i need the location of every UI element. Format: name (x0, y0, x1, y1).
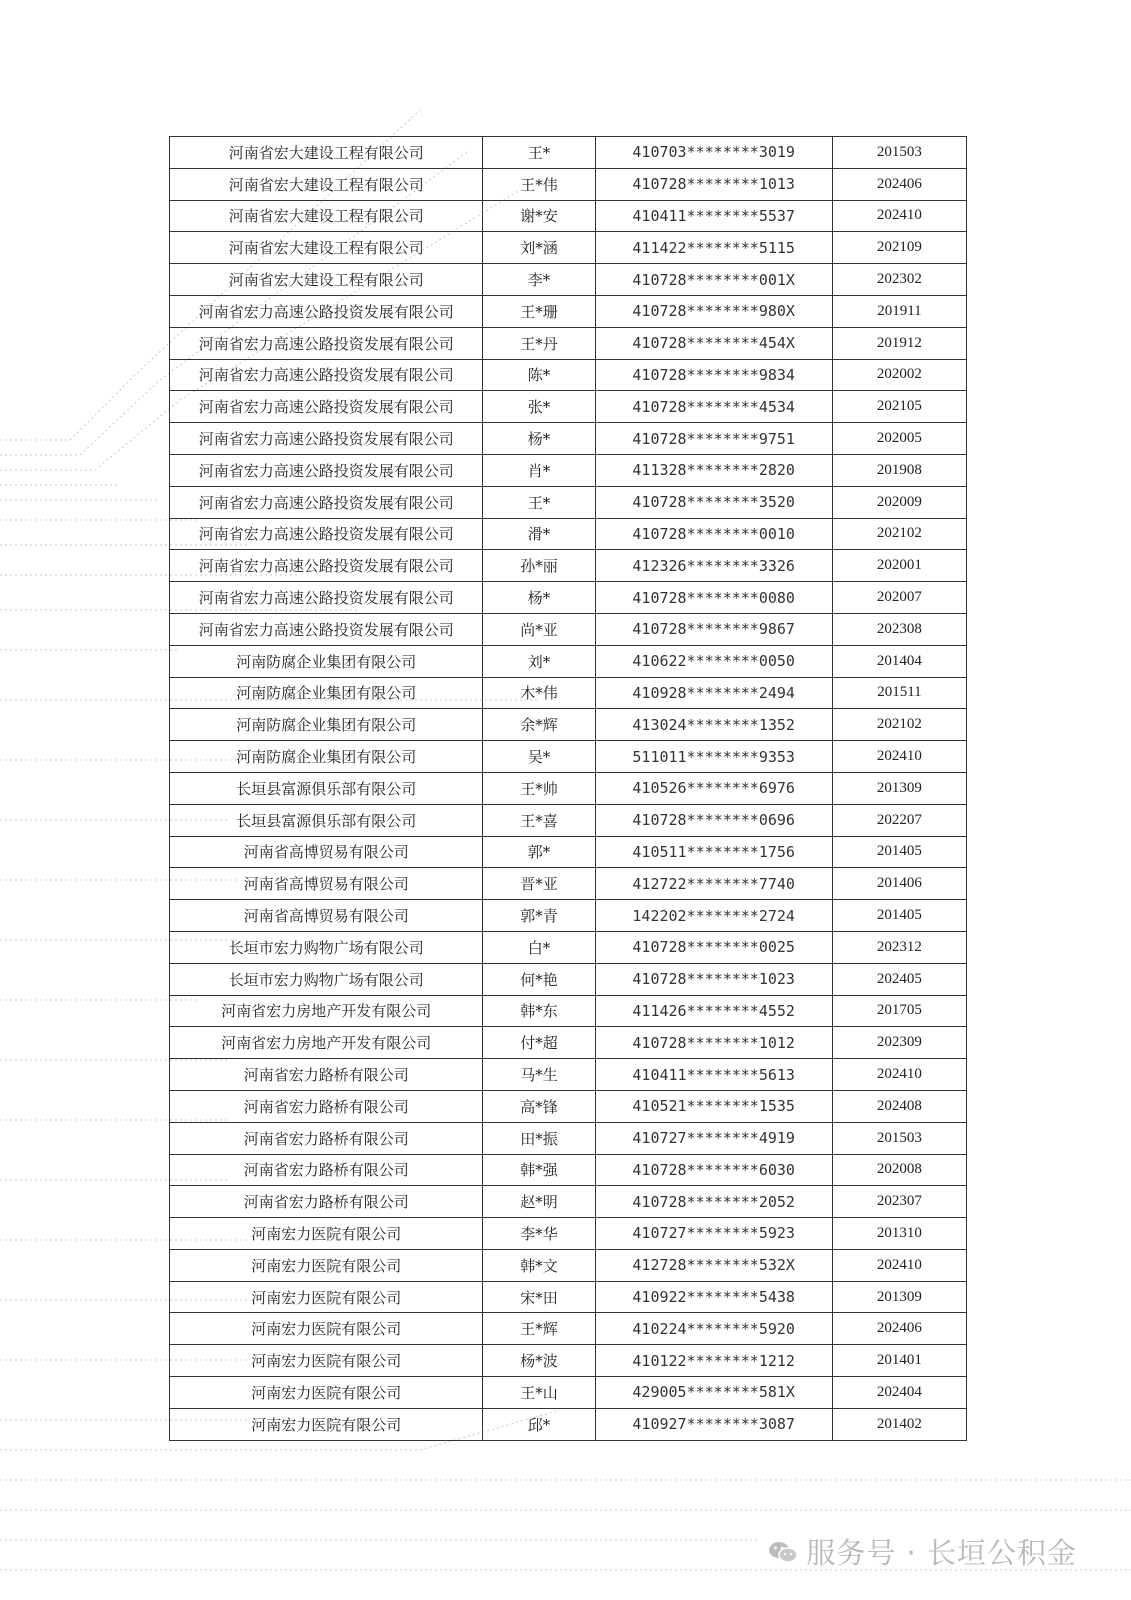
name-cell: 高*锋 (483, 1090, 595, 1122)
name-cell: 田*振 (483, 1122, 595, 1154)
wechat-icon (768, 1540, 798, 1564)
id-number-cell: 411328********2820 (595, 454, 832, 486)
name-cell: 王*喜 (483, 804, 595, 836)
company-cell: 河南省宏大建设工程有限公司 (170, 232, 483, 264)
name-cell: 韩*文 (483, 1249, 595, 1281)
company-cell: 河南防腐企业集团有限公司 (170, 645, 483, 677)
company-cell: 河南省宏力高速公路投资发展有限公司 (170, 454, 483, 486)
name-cell: 余*辉 (483, 709, 595, 741)
company-cell: 河南宏力医院有限公司 (170, 1377, 483, 1409)
date-cell: 202109 (832, 232, 966, 264)
date-cell: 202207 (832, 804, 966, 836)
company-cell: 长垣市宏力购物广场有限公司 (170, 931, 483, 963)
company-cell: 河南省宏大建设工程有限公司 (170, 168, 483, 200)
date-cell: 201406 (832, 868, 966, 900)
name-cell: 付*超 (483, 1027, 595, 1059)
name-cell: 白* (483, 931, 595, 963)
id-number-cell: 410728********0696 (595, 804, 832, 836)
date-cell: 202410 (832, 1249, 966, 1281)
id-number-cell: 410728********9834 (595, 359, 832, 391)
table-row (170, 900, 967, 932)
company-cell: 河南宏力医院有限公司 (170, 1408, 483, 1440)
id-number-cell: 511011********9353 (595, 741, 832, 773)
name-cell: 张* (483, 391, 595, 423)
table-row (170, 1027, 967, 1059)
table-row (170, 931, 967, 963)
date-cell: 202005 (832, 423, 966, 455)
id-number-cell: 410928********2494 (595, 677, 832, 709)
id-number-cell: 410728********6030 (595, 1154, 832, 1186)
company-cell: 河南省宏力高速公路投资发展有限公司 (170, 486, 483, 518)
id-number-cell: 410728********0010 (595, 518, 832, 550)
id-number-cell: 410728********1013 (595, 168, 832, 200)
table-row (170, 486, 967, 518)
date-cell: 201908 (832, 454, 966, 486)
company-cell: 河南防腐企业集团有限公司 (170, 741, 483, 773)
table-row (170, 709, 967, 741)
name-cell: 晋*亚 (483, 868, 595, 900)
company-cell: 河南省宏力高速公路投资发展有限公司 (170, 613, 483, 645)
date-cell: 202007 (832, 582, 966, 614)
company-cell: 长垣县富源俱乐部有限公司 (170, 804, 483, 836)
date-cell: 202001 (832, 550, 966, 582)
company-cell: 河南省宏力高速公路投资发展有限公司 (170, 518, 483, 550)
name-cell: 王* (483, 137, 595, 169)
id-number-cell: 410727********4919 (595, 1122, 832, 1154)
id-number-cell: 410703********3019 (595, 137, 832, 169)
company-cell: 河南省宏力高速公路投资发展有限公司 (170, 359, 483, 391)
date-cell: 201405 (832, 836, 966, 868)
company-cell: 河南省宏力路桥有限公司 (170, 1186, 483, 1218)
company-cell: 河南省宏大建设工程有限公司 (170, 137, 483, 169)
date-cell: 202406 (832, 1313, 966, 1345)
table-row (170, 741, 967, 773)
table-row (170, 995, 967, 1027)
date-cell: 202312 (832, 931, 966, 963)
table-row (170, 359, 967, 391)
date-cell: 201911 (832, 295, 966, 327)
name-cell: 杨* (483, 423, 595, 455)
name-cell: 马*生 (483, 1059, 595, 1091)
name-cell: 孙*丽 (483, 550, 595, 582)
table-row (170, 1249, 967, 1281)
id-number-cell: 413024********1352 (595, 709, 832, 741)
table-row (170, 1059, 967, 1091)
id-number-cell: 410728********001X (595, 264, 832, 296)
company-cell: 河南省宏力路桥有限公司 (170, 1059, 483, 1091)
table-row (170, 232, 967, 264)
name-cell: 王*山 (483, 1377, 595, 1409)
company-cell: 河南省高博贸易有限公司 (170, 900, 483, 932)
company-cell: 河南省宏力高速公路投资发展有限公司 (170, 423, 483, 455)
name-cell: 谢*安 (483, 200, 595, 232)
company-cell: 河南防腐企业集团有限公司 (170, 677, 483, 709)
name-cell: 何*艳 (483, 963, 595, 995)
table-row (170, 645, 967, 677)
name-cell: 王*珊 (483, 295, 595, 327)
date-cell: 202404 (832, 1377, 966, 1409)
date-cell: 202410 (832, 200, 966, 232)
id-number-cell: 410927********3087 (595, 1408, 832, 1440)
name-cell: 郭*青 (483, 900, 595, 932)
date-cell: 201310 (832, 1218, 966, 1250)
table-row (170, 391, 967, 423)
name-cell: 王* (483, 486, 595, 518)
table-row (170, 1090, 967, 1122)
table-row (170, 868, 967, 900)
name-cell: 李* (483, 264, 595, 296)
name-cell: 杨* (483, 582, 595, 614)
date-cell: 202408 (832, 1090, 966, 1122)
company-cell: 河南省宏大建设工程有限公司 (170, 200, 483, 232)
date-cell: 201404 (832, 645, 966, 677)
id-number-cell: 411426********4552 (595, 995, 832, 1027)
company-cell: 河南省宏力高速公路投资发展有限公司 (170, 582, 483, 614)
table-row (170, 200, 967, 232)
date-cell: 202307 (832, 1186, 966, 1218)
id-number-cell: 410224********5920 (595, 1313, 832, 1345)
date-cell: 202309 (832, 1027, 966, 1059)
id-number-cell: 410526********6976 (595, 772, 832, 804)
company-cell: 河南宏力医院有限公司 (170, 1249, 483, 1281)
date-cell: 202410 (832, 1059, 966, 1091)
date-cell: 202002 (832, 359, 966, 391)
table-row (170, 1218, 967, 1250)
company-cell: 河南省宏力路桥有限公司 (170, 1090, 483, 1122)
id-number-cell: 410728********4534 (595, 391, 832, 423)
name-cell: 邱* (483, 1408, 595, 1440)
date-cell: 202406 (832, 168, 966, 200)
company-cell: 河南省宏力高速公路投资发展有限公司 (170, 391, 483, 423)
table-row (170, 1122, 967, 1154)
name-cell: 滑* (483, 518, 595, 550)
footer-brand-text: 服务号 · 长垣公积金 (806, 1536, 1077, 1570)
table-row (170, 1408, 967, 1440)
id-number-cell: 410728********9867 (595, 613, 832, 645)
id-number-cell: 410728********1023 (595, 963, 832, 995)
company-cell: 河南宏力医院有限公司 (170, 1313, 483, 1345)
name-cell: 王*辉 (483, 1313, 595, 1345)
name-cell: 吴* (483, 741, 595, 773)
date-cell: 201511 (832, 677, 966, 709)
name-cell: 王*丹 (483, 327, 595, 359)
date-cell: 202009 (832, 486, 966, 518)
id-number-cell: 410122********1212 (595, 1345, 832, 1377)
table-row (170, 1377, 967, 1409)
id-number-cell: 410922********5438 (595, 1281, 832, 1313)
table-row (170, 1281, 967, 1313)
id-number-cell: 410511********1756 (595, 836, 832, 868)
id-number-cell: 142202********2724 (595, 900, 832, 932)
name-cell: 木*伟 (483, 677, 595, 709)
id-number-cell: 412728********532X (595, 1249, 832, 1281)
table-row (170, 137, 967, 169)
date-cell: 201402 (832, 1408, 966, 1440)
company-cell: 长垣县富源俱乐部有限公司 (170, 772, 483, 804)
company-cell: 河南省宏大建设工程有限公司 (170, 264, 483, 296)
table-row (170, 836, 967, 868)
company-cell: 河南省高博贸易有限公司 (170, 868, 483, 900)
id-number-cell: 410728********980X (595, 295, 832, 327)
date-cell: 201405 (832, 900, 966, 932)
date-cell: 202102 (832, 518, 966, 550)
id-number-cell: 429005********581X (595, 1377, 832, 1409)
company-cell: 河南省宏力高速公路投资发展有限公司 (170, 550, 483, 582)
company-cell: 长垣市宏力购物广场有限公司 (170, 963, 483, 995)
table-row (170, 454, 967, 486)
date-cell: 202008 (832, 1154, 966, 1186)
company-cell: 河南防腐企业集团有限公司 (170, 709, 483, 741)
name-cell: 刘*涵 (483, 232, 595, 264)
name-cell: 杨*波 (483, 1345, 595, 1377)
table-row (170, 423, 967, 455)
company-cell: 河南省高博贸易有限公司 (170, 836, 483, 868)
table-row (170, 963, 967, 995)
date-cell: 202105 (832, 391, 966, 423)
table-row (170, 1154, 967, 1186)
name-cell: 刘* (483, 645, 595, 677)
footer-watermark (768, 1531, 1077, 1572)
date-cell: 201309 (832, 772, 966, 804)
id-number-cell: 410622********0050 (595, 645, 832, 677)
table-row (170, 295, 967, 327)
name-cell: 赵*明 (483, 1186, 595, 1218)
id-number-cell: 410728********0080 (595, 582, 832, 614)
table-row (170, 582, 967, 614)
id-number-cell: 412326********3326 (595, 550, 832, 582)
date-cell: 202405 (832, 963, 966, 995)
date-cell: 201401 (832, 1345, 966, 1377)
date-cell: 202410 (832, 741, 966, 773)
id-number-cell: 410728********0025 (595, 931, 832, 963)
table-row (170, 772, 967, 804)
company-cell: 河南宏力医院有限公司 (170, 1218, 483, 1250)
id-number-cell: 410411********5613 (595, 1059, 832, 1091)
date-cell: 201503 (832, 137, 966, 169)
company-cell: 河南省宏力路桥有限公司 (170, 1122, 483, 1154)
record-table (169, 136, 967, 1441)
id-number-cell: 410728********3520 (595, 486, 832, 518)
table-row (170, 550, 967, 582)
name-cell: 韩*东 (483, 995, 595, 1027)
id-number-cell: 410728********1012 (595, 1027, 832, 1059)
company-cell: 河南省宏力高速公路投资发展有限公司 (170, 327, 483, 359)
table-row (170, 264, 967, 296)
date-cell: 201912 (832, 327, 966, 359)
id-number-cell: 410728********2052 (595, 1186, 832, 1218)
date-cell: 201309 (832, 1281, 966, 1313)
date-cell: 201503 (832, 1122, 966, 1154)
table-row (170, 613, 967, 645)
name-cell: 韩*强 (483, 1154, 595, 1186)
name-cell: 王*帅 (483, 772, 595, 804)
table-row (170, 1313, 967, 1345)
id-number-cell: 410727********5923 (595, 1218, 832, 1250)
table-row (170, 1186, 967, 1218)
name-cell: 宋*田 (483, 1281, 595, 1313)
table-row (170, 518, 967, 550)
name-cell: 李*华 (483, 1218, 595, 1250)
id-number-cell: 410728********9751 (595, 423, 832, 455)
name-cell: 尚*亚 (483, 613, 595, 645)
name-cell: 肖* (483, 454, 595, 486)
company-cell: 河南宏力医院有限公司 (170, 1281, 483, 1313)
table-row (170, 804, 967, 836)
id-number-cell: 410728********454X (595, 327, 832, 359)
company-cell: 河南省宏力房地产开发有限公司 (170, 1027, 483, 1059)
id-number-cell: 410411********5537 (595, 200, 832, 232)
company-cell: 河南省宏力高速公路投资发展有限公司 (170, 295, 483, 327)
name-cell: 陈* (483, 359, 595, 391)
table-row (170, 677, 967, 709)
date-cell: 202308 (832, 613, 966, 645)
id-number-cell: 412722********7740 (595, 868, 832, 900)
date-cell: 202302 (832, 264, 966, 296)
name-cell: 王*伟 (483, 168, 595, 200)
company-cell: 河南省宏力房地产开发有限公司 (170, 995, 483, 1027)
table-row (170, 327, 967, 359)
name-cell: 郭* (483, 836, 595, 868)
id-number-cell: 410521********1535 (595, 1090, 832, 1122)
company-cell: 河南宏力医院有限公司 (170, 1345, 483, 1377)
date-cell: 201705 (832, 995, 966, 1027)
id-number-cell: 411422********5115 (595, 232, 832, 264)
date-cell: 202102 (832, 709, 966, 741)
company-cell: 河南省宏力路桥有限公司 (170, 1154, 483, 1186)
table-row (170, 168, 967, 200)
table-row (170, 1345, 967, 1377)
table-body (170, 137, 967, 1441)
